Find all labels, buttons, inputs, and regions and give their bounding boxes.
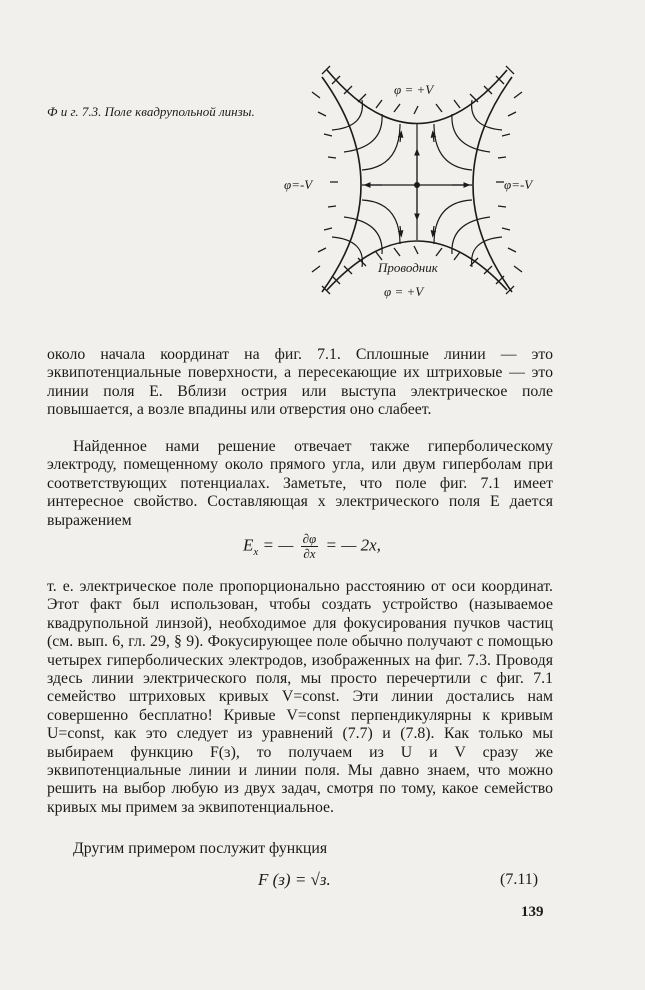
paragraph-1: около начала координат на фиг. 7.1. Сплошные линии — это эквипотенциальные поверхности, а пересекающие их штриховые — это линии поля E. Вблизи острия или выступа электрическое поле повышается, а возле впадины или отверстия оно слабеет. bbox=[47, 346, 553, 419]
page-number: 139 bbox=[521, 904, 544, 920]
figure-caption: Ф и г. 7.3. Поле квадрупольной линзы. bbox=[47, 104, 255, 119]
equation-ex: $E_x$ = — $\frac{\partial\varphi}{\partial x}$ = — 2x, bbox=[243, 531, 381, 561]
paragraph-4: Другим примером послужит функция bbox=[73, 840, 328, 857]
electrode-left bbox=[322, 77, 361, 292]
equation-number: (7.11) bbox=[500, 871, 539, 888]
equation-sqrt: F (ɜ) = √ɜ. bbox=[258, 870, 331, 889]
label-bottom: φ = +V bbox=[384, 284, 424, 299]
paragraph-3: т. е. электрическое поле пропорционально расстоянию от оси координат. Этот факт был использован, чтобы создать устройство (называемое квадрупольной линзой), необходимое для фокусирования пучков частиц (см. вып. 6, гл. 29, § 9). Фокусирующее поле обычно получают с помощью четырех гиперболических электродов, изображенных на фиг. 7.3. Проводя здесь линии электрического поля, мы просто перечертили с фиг. 7.1 семейство штриховых кривых V=const. Эти линии достались нам совершенно бесплатно! Кривые V=const перпендикулярны к кривым U=const, как это следует из уравнений (7.7) и (7.8). Как только мы выбираем функцию F(ɜ), то получаем из U и V сразу же эквипотенциальные линии и линии поля. Мы давно знаем, что можно решить на выбор любую из двух задач, смотря по тому, какое семейство кривых мы примем за эквипотенциальное. bbox=[47, 578, 553, 816]
label-top: φ = +V bbox=[394, 82, 434, 97]
quadrupole-lens-figure bbox=[282, 62, 572, 310]
label-left: φ=-V bbox=[284, 177, 313, 192]
paragraph-2: Найденное нами решение отвечает также гиперболическому электроду, помещенному около прямого угла, или двум гиперболам при соответствующих потенциалах. Заметьте, что поле фиг. 7.1 имеет интересное свойство. Составляющая x электрического поля E дается выражением bbox=[47, 438, 553, 529]
label-conductor: Проводник bbox=[378, 260, 438, 275]
label-right: φ=-V bbox=[504, 177, 533, 192]
center-point bbox=[414, 182, 420, 188]
